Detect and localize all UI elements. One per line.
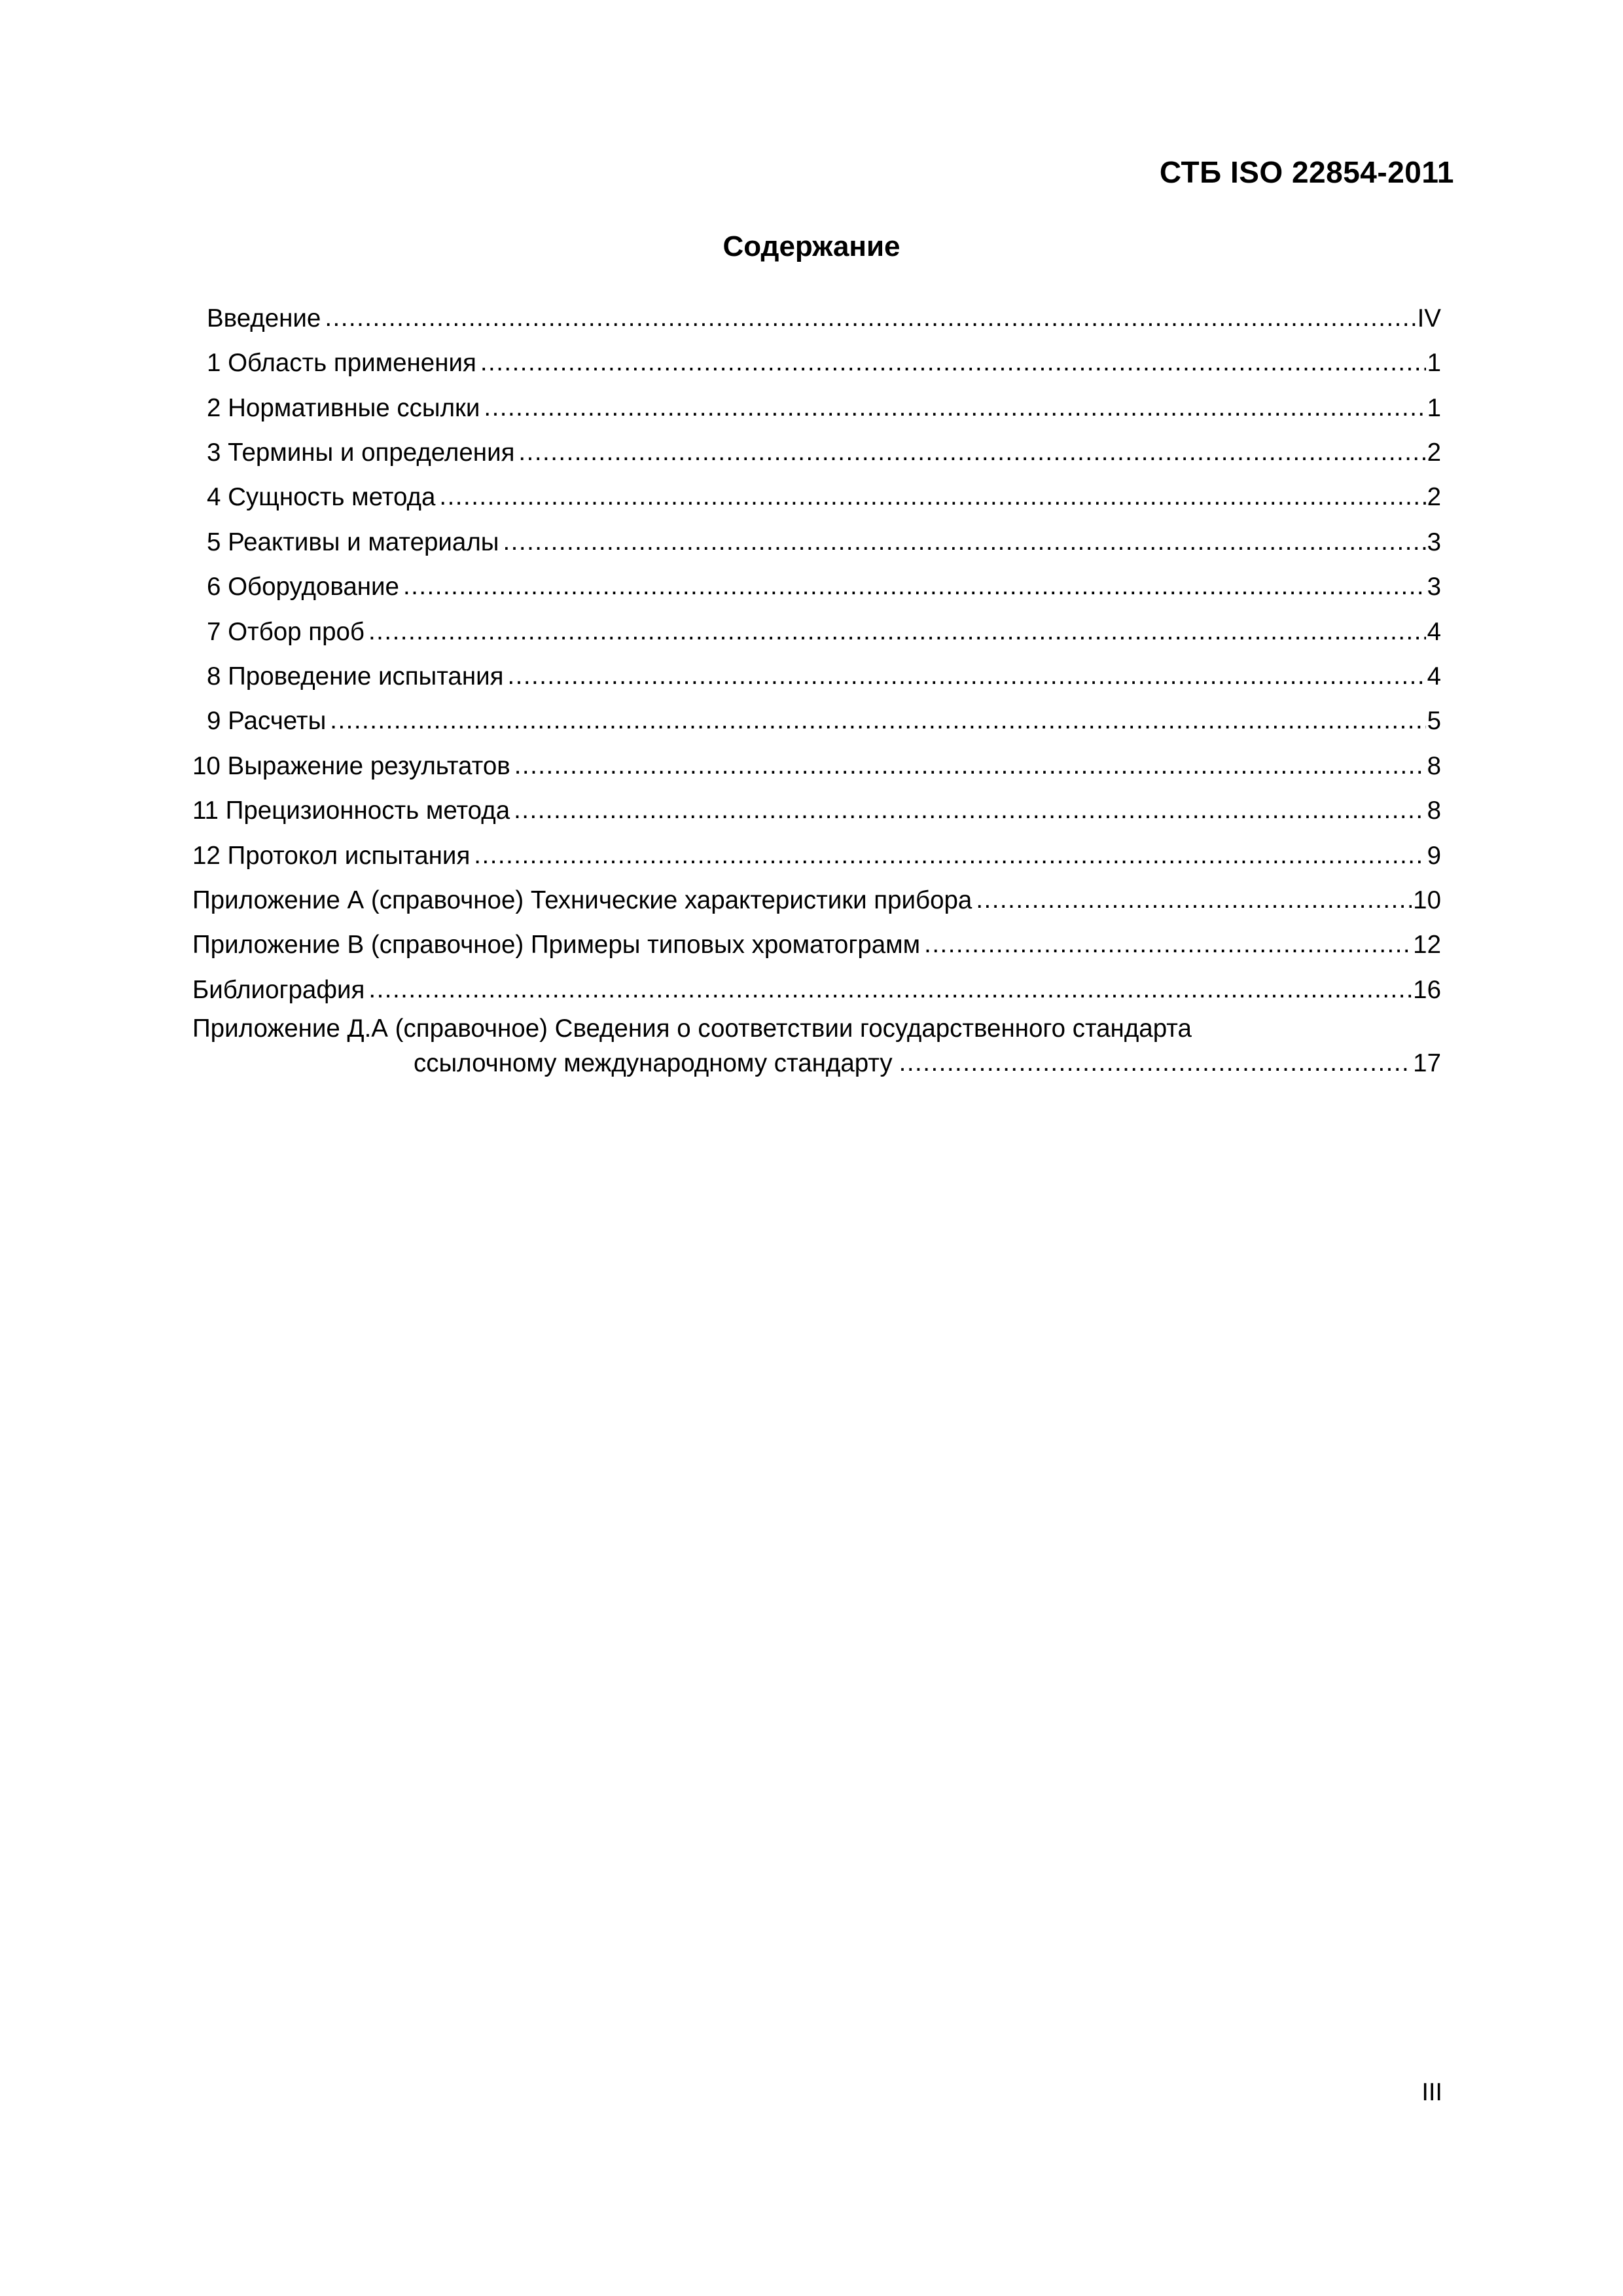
toc-entry[interactable] xyxy=(192,744,1441,788)
toc-title: Содержание xyxy=(722,230,901,262)
dot-leader xyxy=(325,306,1416,331)
toc-entry-label: 2 Нормативные ссылки xyxy=(207,396,484,422)
dot-leader xyxy=(439,484,1425,510)
toc-entry[interactable] xyxy=(192,386,1441,430)
toc-entry[interactable] xyxy=(192,430,1441,475)
toc-entry[interactable] xyxy=(192,654,1441,698)
toc-entry-page: 8 xyxy=(1427,797,1441,825)
toc-entry-label: 4 Сущность метода xyxy=(207,485,439,511)
dot-leader xyxy=(368,977,1412,1003)
toc-entry-label: Приложение В (справочное) Примеры типовых хроматограмм xyxy=(192,933,924,958)
toc-entry-page: 17 xyxy=(1413,1049,1441,1077)
dot-leader xyxy=(330,708,1425,734)
dot-leader xyxy=(518,440,1425,465)
toc-entry-label: Приложение Д.А (справочное) Сведения о соответствии государственного стандарта xyxy=(192,1014,1192,1043)
toc-entry-page: 9 xyxy=(1427,841,1441,870)
dot-leader xyxy=(484,395,1425,421)
dot-leader xyxy=(507,664,1425,689)
toc-entry[interactable] xyxy=(192,878,1441,922)
toc-entry-page: 12 xyxy=(1413,931,1441,960)
dot-leader xyxy=(514,753,1426,779)
toc-entry-label: 1 Область применения xyxy=(207,351,480,376)
dot-leader xyxy=(924,932,1412,958)
toc-entry-page: 10 xyxy=(1413,886,1441,914)
toc-entry-label: 5 Реактивы и материалы xyxy=(207,530,503,556)
toc-entry[interactable] xyxy=(192,520,1441,564)
toc-entry-label-continued: ссылочному международному стандарту xyxy=(414,1051,899,1077)
toc-entry-label: 12 Протокол испытания xyxy=(192,844,474,869)
dot-leader xyxy=(403,574,1426,600)
toc-entry-label: 9 Расчеты xyxy=(207,709,330,734)
toc-entry-page: 5 xyxy=(1427,707,1441,736)
toc-entry-label: 3 Термины и определения xyxy=(207,440,518,466)
toc-entry-label: 7 Отбор проб xyxy=(207,620,368,645)
document-code: СТБ ISO 22854-2011 xyxy=(1159,155,1454,189)
toc-entry-page: 3 xyxy=(1427,528,1441,556)
dot-leader xyxy=(503,529,1425,555)
toc-entry-page: 2 xyxy=(1427,439,1441,467)
toc-entry-label: Библиография xyxy=(192,978,368,1003)
toc-entry-label: Приложение А (справочное) Технические характеристики прибора xyxy=(192,888,976,914)
dot-leader xyxy=(368,619,1426,645)
table-of-contents xyxy=(192,296,1441,1076)
dot-leader xyxy=(899,1050,1412,1076)
toc-entry[interactable] xyxy=(192,922,1441,967)
toc-entry-label: Введение xyxy=(207,306,325,332)
dot-leader xyxy=(976,888,1412,913)
toc-entry-label: 8 Проведение испытания xyxy=(207,664,507,690)
toc-entry-label: 6 Оборудование xyxy=(207,575,403,600)
dot-leader xyxy=(514,798,1425,823)
toc-entry[interactable] xyxy=(192,296,1441,340)
toc-entry-page: IV xyxy=(1417,304,1441,332)
toc-entry-page: 2 xyxy=(1427,483,1441,512)
toc-entry-page: 1 xyxy=(1427,393,1441,422)
toc-entry-page: 4 xyxy=(1427,662,1441,691)
dot-leader xyxy=(474,843,1425,869)
toc-entry[interactable] xyxy=(192,609,1441,654)
toc-entry[interactable] xyxy=(192,564,1441,609)
toc-entry-label: 10 Выражение результатов xyxy=(192,754,514,780)
toc-entry-label: 11 Прецизионность метода xyxy=(192,798,514,824)
dot-leader xyxy=(480,350,1426,376)
toc-entry[interactable] xyxy=(192,699,1441,744)
toc-entry-page: 16 xyxy=(1413,975,1441,1004)
page-number: III xyxy=(1421,2079,1442,2106)
toc-entry[interactable] xyxy=(192,475,1441,520)
toc-entry[interactable] xyxy=(192,967,1441,1012)
toc-entry[interactable] xyxy=(192,340,1441,385)
toc-entry-page: 1 xyxy=(1427,349,1441,378)
toc-entry-page: 4 xyxy=(1427,617,1441,646)
toc-entry-page: 8 xyxy=(1427,751,1441,780)
toc-entry-appendix-da[interactable] xyxy=(192,1013,1441,1076)
toc-entry[interactable] xyxy=(192,833,1441,878)
toc-entry-page: 3 xyxy=(1427,573,1441,601)
toc-entry[interactable] xyxy=(192,788,1441,833)
